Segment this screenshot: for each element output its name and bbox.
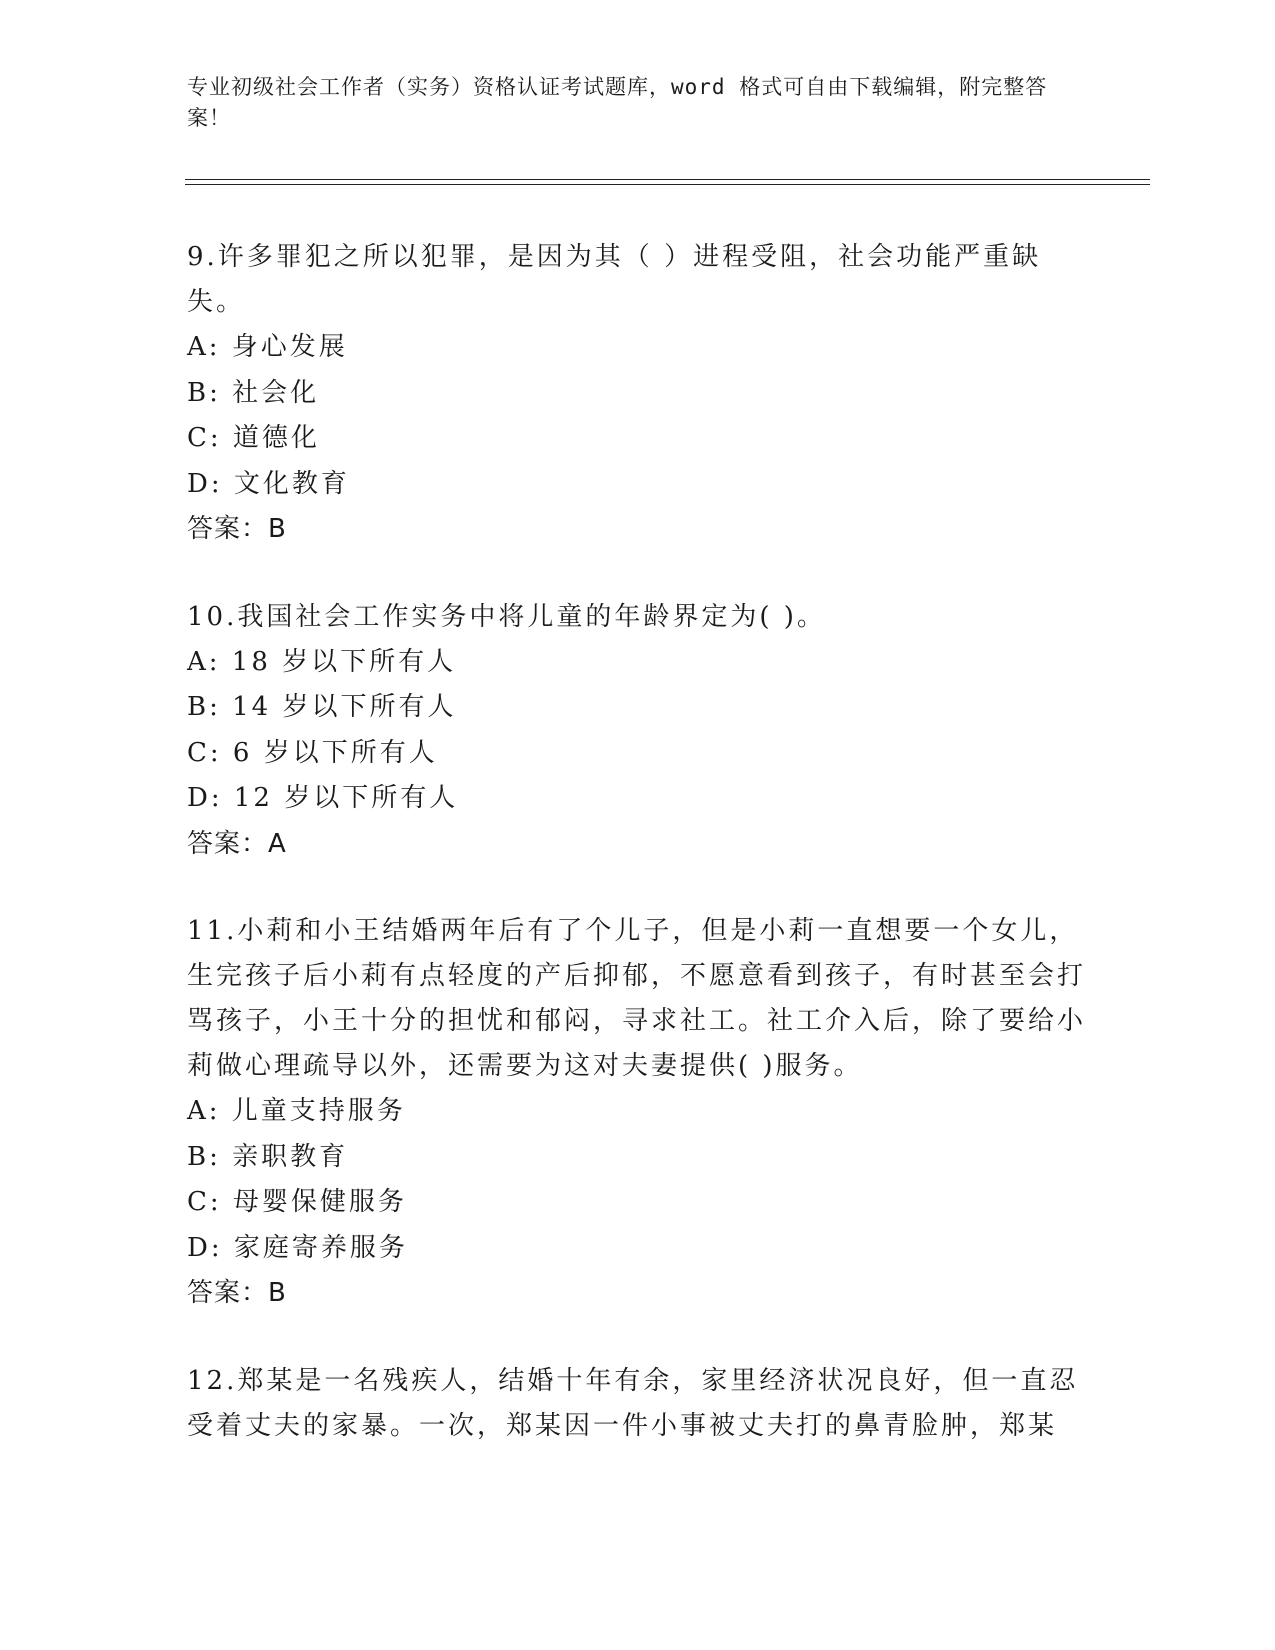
answer-line: 答案：B bbox=[187, 514, 287, 544]
option-d: D: 家庭寄养服务 bbox=[187, 1232, 408, 1263]
document-header bbox=[187, 72, 1067, 134]
option-a: A: 18 岁以下所有人 bbox=[187, 646, 457, 677]
header-rule-bottom bbox=[185, 184, 1150, 185]
option-b: B: 社会化 bbox=[187, 377, 320, 408]
option-b: B: 14 岁以下所有人 bbox=[187, 692, 457, 722]
question-stem: 9.许多罪犯之所以犯罪，是因为其（ ）进程受阻，社会功能严重缺失。 bbox=[187, 242, 1042, 317]
question-list bbox=[187, 235, 1087, 1449]
option-c: C: 6 岁以下所有人 bbox=[187, 737, 438, 768]
option-a: A: 儿童支持服务 bbox=[187, 1096, 406, 1126]
option-d: D: 12 岁以下所有人 bbox=[187, 783, 459, 813]
question-12 bbox=[187, 1359, 1087, 1449]
answer-line: 答案：B bbox=[187, 1278, 287, 1308]
question-9 bbox=[187, 235, 1087, 553]
question-10 bbox=[187, 595, 1087, 868]
question-stem: 12.郑某是一名残疾人，结婚十年有余，家里经济状况良好，但一直忍受着丈夫的家暴。一次，郑某因一件小事被丈夫打的鼻青脸肿，郑某 bbox=[187, 1365, 1079, 1441]
option-d: D: 文化教育 bbox=[187, 468, 350, 499]
option-a: A: 身心发展 bbox=[187, 332, 348, 362]
question-stem: 11.小莉和小王结婚两年后有了个儿子，但是小莉一直想要一个女儿，生完孩子后小莉有点轻度的产后抑郁，不愿意看到孩子，有时甚至会打骂孩子，小王十分的担忧和郁闷，寻求社工。社工介入后，除了要给小莉做心理疏导以外，还需要为这对夫妻提供( )服务。 bbox=[187, 916, 1087, 1081]
answer-line: 答案：A bbox=[187, 828, 287, 859]
header-rule-top bbox=[185, 179, 1150, 180]
option-c: C: 母婴保健服务 bbox=[187, 1187, 407, 1217]
option-b: B: 亲职教育 bbox=[187, 1141, 349, 1172]
question-11 bbox=[187, 909, 1087, 1317]
question-stem: 10.我国社会工作实务中将儿童的年龄界定为( )。 bbox=[187, 601, 826, 632]
option-c: C: 道德化 bbox=[187, 423, 320, 453]
header-text: 专业初级社会工作者（实务）资格认证考试题库，word 格式可自由下载编辑，附完整答案！ bbox=[187, 75, 1048, 130]
